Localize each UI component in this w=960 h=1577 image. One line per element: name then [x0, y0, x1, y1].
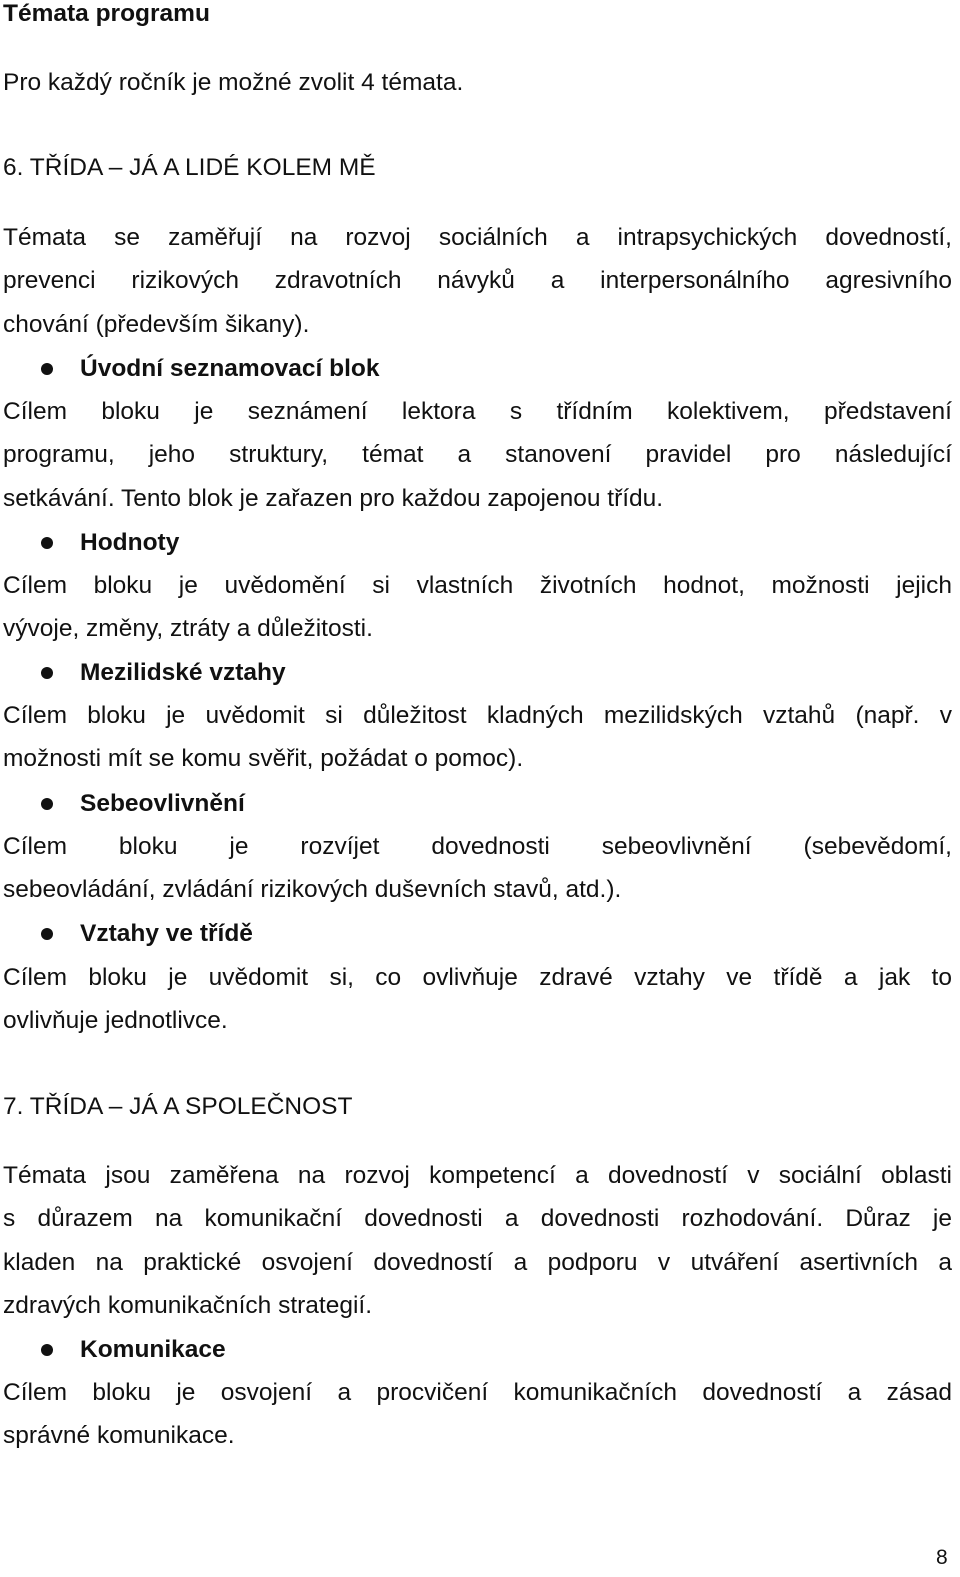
description-line: s důrazem na komunikační dovednosti a dovednosti rozhodování. Důraz je: [3, 1205, 952, 1233]
description-line: Témata se zaměřují na rozvoj sociálních a intrapsychických dovedností,: [3, 224, 952, 251]
description-line: kladen na praktické osvojení dovedností a podporu v utváření asertivních a: [3, 1248, 952, 1276]
block-text-mezilidske-vztahy: [3, 694, 952, 781]
block-title: Mezilidské vztahy: [80, 659, 286, 686]
block-text-vztahy-ve-tride: [3, 956, 952, 1043]
block-text-hodnoty: [3, 564, 952, 651]
block-line: setkávání. Tento blok je zařazen pro každou zapojenou třídu.: [3, 484, 664, 512]
block-heading-hodnoty: [0, 521, 949, 564]
description-line: prevenci rizikových zdravotních návyků a interpersonálního agresivního: [3, 267, 952, 295]
intro-text: Pro každý ročník je možné zvolit 4 témata.: [3, 69, 464, 96]
description-line: zdravých komunikačních strategií.: [3, 1292, 373, 1320]
section-6-description: [3, 216, 952, 346]
block-line: programu, jeho struktury, témat a stanovení pravidel pro následující: [3, 441, 952, 469]
block-text-komunikace: [3, 1371, 952, 1458]
block-line: Cílem bloku je osvojení a procvičení komunikačních dovedností a zásad: [3, 1379, 952, 1406]
block-line: Cílem bloku je seznámení lektora s třídním kolektivem, představení: [3, 398, 952, 425]
block-line: ovlivňuje jednotlivce.: [3, 1007, 228, 1035]
block-heading-mezilidske-vztahy: [0, 651, 949, 694]
block-line: správné komunikace.: [3, 1422, 235, 1450]
block-title: Sebeovlivnění: [80, 790, 245, 817]
block-title: Úvodní seznamovací blok: [80, 355, 380, 382]
block-heading-uvodni: [0, 347, 949, 390]
section-6-title: 6. TŘÍDA – JÁ A LIDÉ KOLEM MĚ: [3, 154, 376, 181]
block-heading-sebeovlivneni: [0, 782, 949, 825]
block-heading-komunikace: [0, 1328, 949, 1371]
block-line: vývoje, změny, ztráty a důležitosti.: [3, 615, 373, 643]
section-7-description: [3, 1154, 952, 1328]
description-line: Témata jsou zaměřena na rozvoj kompetencí a dovedností v sociální oblasti: [3, 1162, 952, 1189]
block-line: možnosti mít se komu svěřit, požádat o pomoc).: [3, 745, 524, 773]
page-heading: Témata programu: [3, 0, 210, 27]
bullet-icon: [41, 537, 53, 549]
block-title: Komunikace: [80, 1336, 226, 1363]
section-7-title: 7. TŘÍDA – JÁ A SPOLEČNOST: [3, 1093, 353, 1120]
block-title: Vztahy ve třídě: [80, 920, 253, 947]
block-line: Cílem bloku je uvědomit si, co ovlivňuje zdravé vztahy ve třídě a jak to: [3, 964, 952, 991]
bullet-icon: [41, 928, 53, 940]
block-text-sebeovlivneni: [3, 825, 952, 912]
block-line: Cílem bloku je uvědomění si vlastních životních hodnot, možnosti jejich: [3, 572, 952, 599]
block-title: Hodnoty: [80, 529, 180, 556]
bullet-icon: [41, 667, 53, 679]
block-text-uvodni: [3, 390, 952, 520]
bullet-icon: [41, 798, 53, 810]
bullet-icon: [41, 363, 53, 375]
description-line: chování (především šikany).: [3, 310, 310, 338]
page-number: 8: [936, 1546, 948, 1569]
block-line: sebeovládání, zvládání rizikových duševních stavů, atd.).: [3, 876, 622, 904]
block-line: Cílem bloku je uvědomit si důležitost kladných mezilidských vztahů (např. v: [3, 702, 952, 729]
bullet-icon: [41, 1344, 53, 1356]
block-heading-vztahy-ve-tride: [0, 912, 949, 955]
block-line: Cílem bloku je rozvíjet dovednosti sebeovlivnění (sebevědomí,: [3, 833, 952, 860]
